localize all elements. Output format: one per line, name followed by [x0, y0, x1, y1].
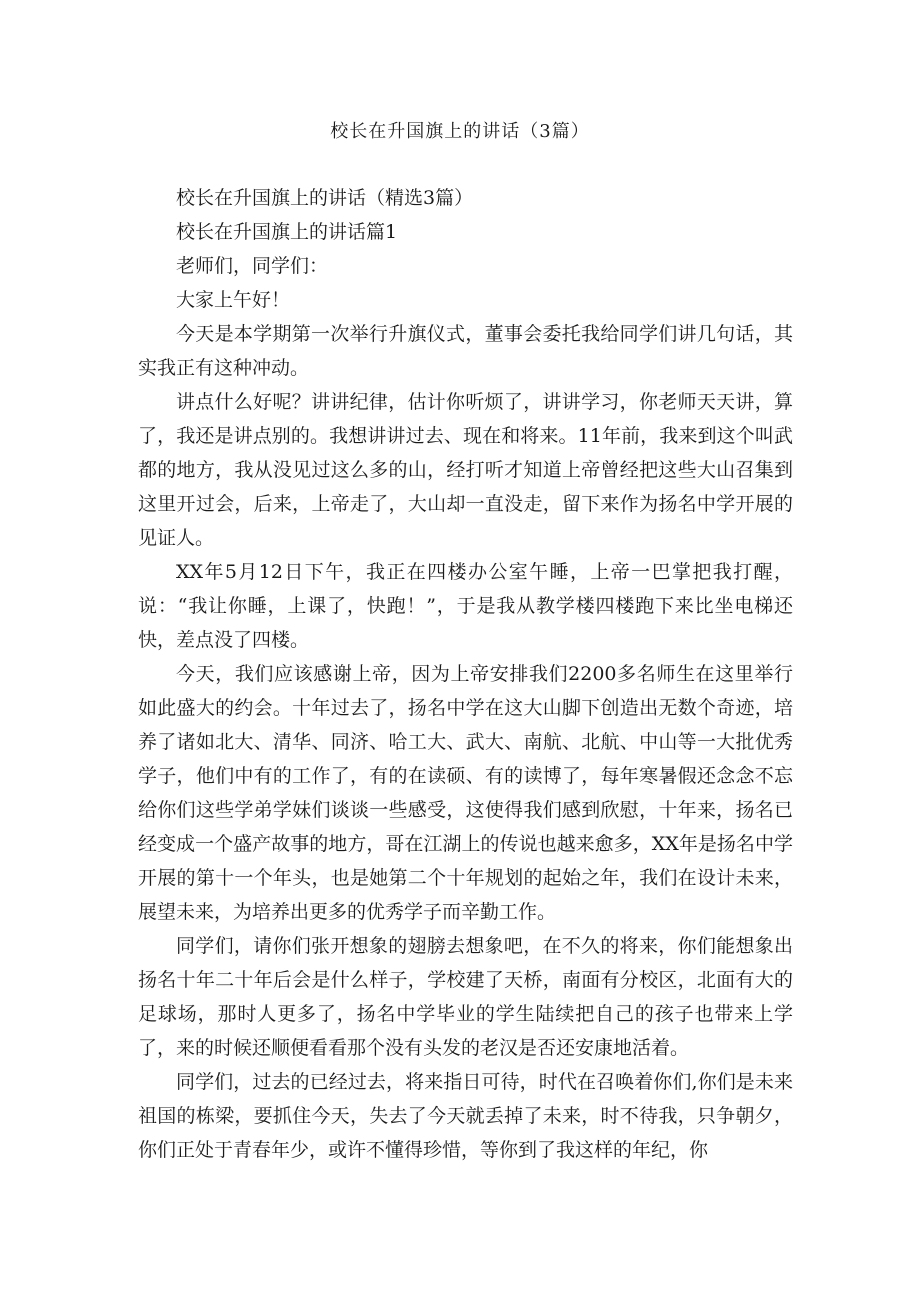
- body-paragraph: 讲点什么好呢？讲讲纪律，估计你听烦了，讲讲学习，你老师天天讲，算了，我还是讲点别的。我想讲讲过去、现在和将来。11年前，我来到这个叫武都的地方，我从没见过这么多的山，经打听才知道上帝曾经把这些大山召集到这里开过会，后来，上帝走了，大山却一直没走，留下来作为扬名中学开展的见证人。: [138, 391, 793, 549]
- body-paragraph: 同学们，请你们张开想象的翅膀去想象吧，在不久的将来，你们能想象出扬名十年二十年后会是什么样子，学校建了天桥，南面有分校区，北面有大的足球场，那时人更多了，扬名中学毕业的学生陆续把自己的孩子也带来上学了，来的时候还顺便看看那个没有头发的老汉是否还安康地活着。: [138, 935, 793, 1059]
- document-title: 校长在升国旗上的讲话（3篇）: [330, 121, 590, 142]
- document-body: [138, 181, 793, 1167]
- body-paragraph: 今天，我们应该感谢上帝，因为上帝安排我们2200多名师生在这里举行如此盛大的约会。十年过去了，扬名中学在这大山脚下创造出无数个奇迹，培养了诸如北大、清华、同济、哈工大、武大、南航、北航、中山等一大批优秀学子，他们中有的工作了，有的在读硕、有的读博了，每年寒暑假还念念不忘给你们这些学弟学妹们谈谈一些感受，这使得我们感到欣慰，十年来，扬名已经变成一个盛产故事的地方，哥在江湖上的传说也越来愈多，XX年是扬名中学开展的第十一个年头，也是她第二个十年规划的起始之年，我们在设计未来，展望未来，为培养出更多的优秀学子而辛勤工作。: [138, 663, 793, 923]
- subtitle-line: 校长在升国旗上的讲话（精选3篇）: [176, 187, 474, 209]
- section-heading: 校长在升国旗上的讲话篇1: [176, 221, 398, 243]
- body-paragraph: 同学们，过去的已经过去，将来指日可待，时代在召唤着你们,你们是未来祖国的栋梁，要抓住今天，失去了今天就丢掉了未来，时不待我，只争朝夕，你们正处于青春年少，或许不懂得珍惜，等你到了我这样的年纪，你: [138, 1071, 793, 1161]
- salutation: 老师们，同学们：: [176, 255, 329, 277]
- greeting: 大家上午好！: [176, 289, 291, 311]
- body-paragraph: 今天是本学期第一次举行升旗仪式，董事会委托我给同学们讲几句话，其实我正有这种冲动。: [138, 323, 793, 379]
- body-paragraph: XX年5月12日下午，我正在四楼办公室午睡，上帝一巴掌把我打醒，说：“我让你睡，上课了，快跑！”，于是我从教学楼四楼跑下来比坐电梯还快，差点没了四楼。: [138, 561, 793, 651]
